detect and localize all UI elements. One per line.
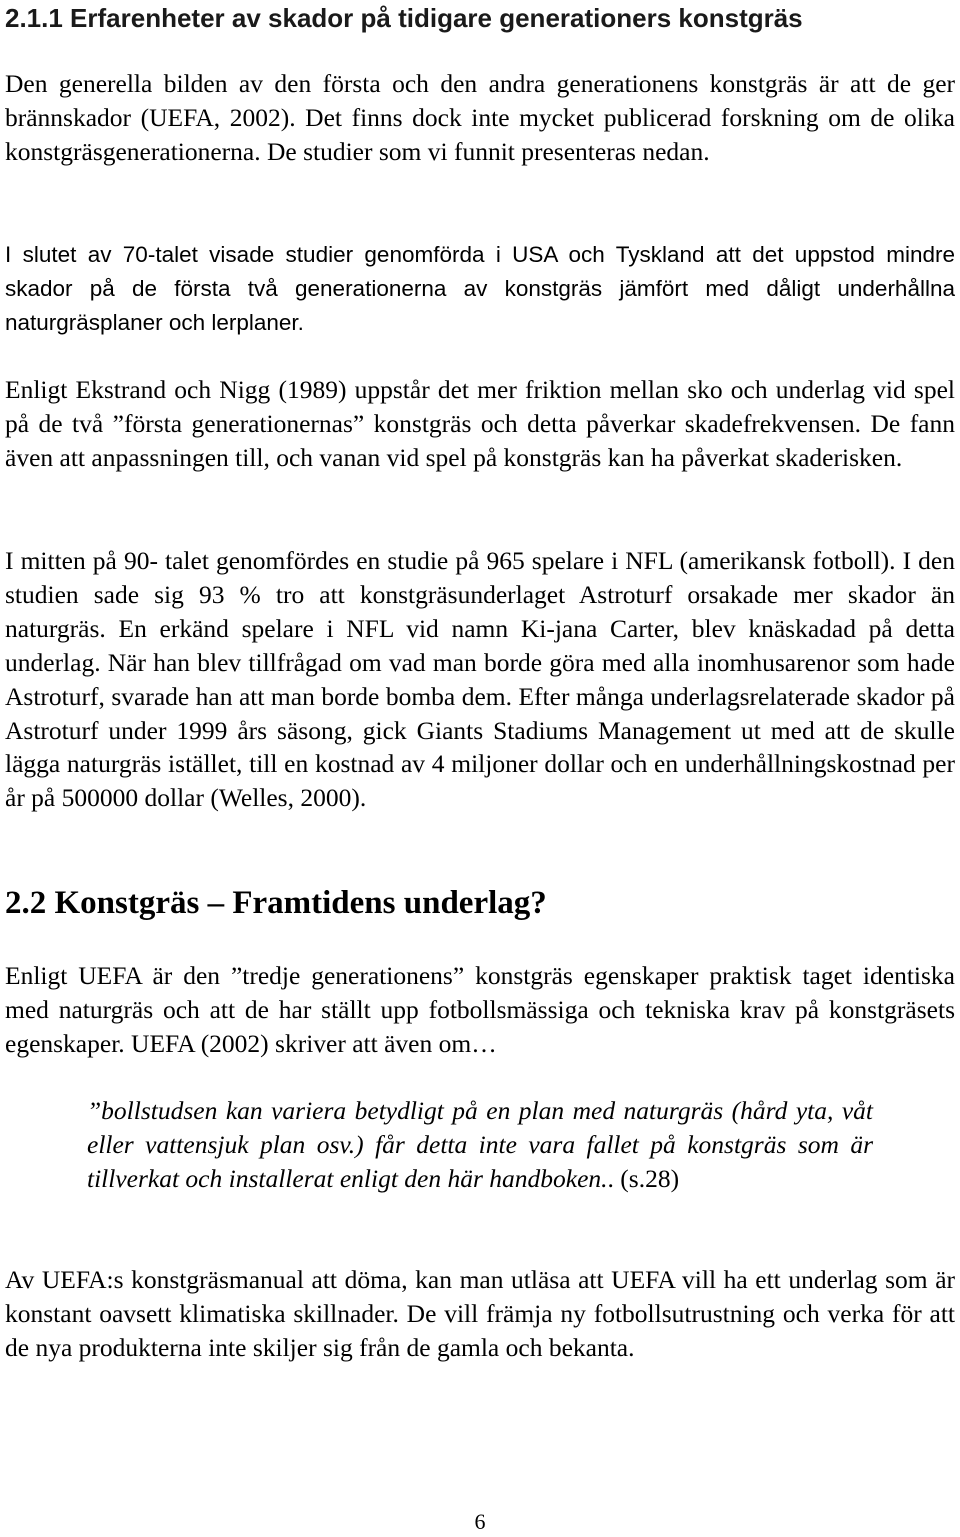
quote-citation: . (s.28) bbox=[607, 1164, 680, 1193]
paragraph-nfl-study: I mitten på 90- talet genomfördes en studie på 965 spelare i NFL (amerikansk fotboll). I den studien sade sig 93 % tro att konstgräsunderlaget Astroturf orsakade mer skador än naturgräs. En erkänd spelare i NFL vid namn Ki-jana Carter, blev knäskadad på detta underlag. När han blev tillfrågad om vad man borde göra med alla inomhusarenor som hade Astroturf, svarade han att man borde bomba dem. Efter många underlagsrelaterade skador på Astroturf under 1999 års säsong, gick Giants Stadiums Management ut med att de skulle lägga naturgräs istället, till en kostnad av 4 miljoner dollar och en underhållningskostnad per år på 500000 dollar (Welles, 2000). bbox=[5, 546, 955, 813]
block-quote bbox=[87, 1094, 873, 1196]
page-number: 6 bbox=[474, 1509, 486, 1534]
paragraph-70s-studies: I slutet av 70-talet visade studier genomförda i USA och Tyskland att det uppstod mindre skador på de första två generationerna av konstgräs jämfört med dåligt underhållna naturgräsplaner och lerplaner. bbox=[5, 242, 955, 335]
paragraph-uefa-manual: Av UEFA:s konstgräsmanual att döma, kan man utläsa att UEFA vill ha ett underlag som är konstant oavsett klimatiska skillnader. De vill främja ny fotbollsutrustning och verka för att de nya produkterna inte skiljer sig från de gamla och bekanta. bbox=[5, 1265, 955, 1362]
paragraph-intro: Den generella bilden av den första och den andra generationens konstgräs är att de ger brännskador (UEFA, 2002). Det finns dock inte mycket publicerad forskning om de olika konstgräsgenerationerna. De studier som vi funnit presenteras nedan. bbox=[5, 69, 955, 166]
section-heading: 2.1.1 Erfarenheter av skador på tidigare generationers konstgräs bbox=[5, 3, 803, 33]
paragraph-uefa-third-generation: Enligt UEFA är den ”tredje generationens” konstgräs egenskaper praktisk taget identiska med naturgräs och att de har ställt upp fotbollsmässiga och tekniska krav på konstgräsets egenskaper. UEFA (2002) skriver att även om… bbox=[5, 961, 955, 1058]
subsection-heading: 2.2 Konstgräs – Framtidens underlag? bbox=[5, 885, 547, 921]
paragraph-ekstrand-nigg: Enligt Ekstrand och Nigg (1989) uppstår det mer friktion mellan sko och underlag vid spel på de två ”första generationernas” konstgräs och detta påverkar skadefrekvensen. De fann även att anpassningen till, och vanan vid spel på konstgräs kan ha påverkat skaderisken. bbox=[5, 375, 955, 472]
quote-text: ”bollstudsen kan variera betydligt på en plan med naturgräs (hård yta, våt eller vattensjuk plan osv.) får detta inte vara fallet på konstgräs som är tillverkat och installerat enligt den här handboken. bbox=[87, 1096, 873, 1193]
